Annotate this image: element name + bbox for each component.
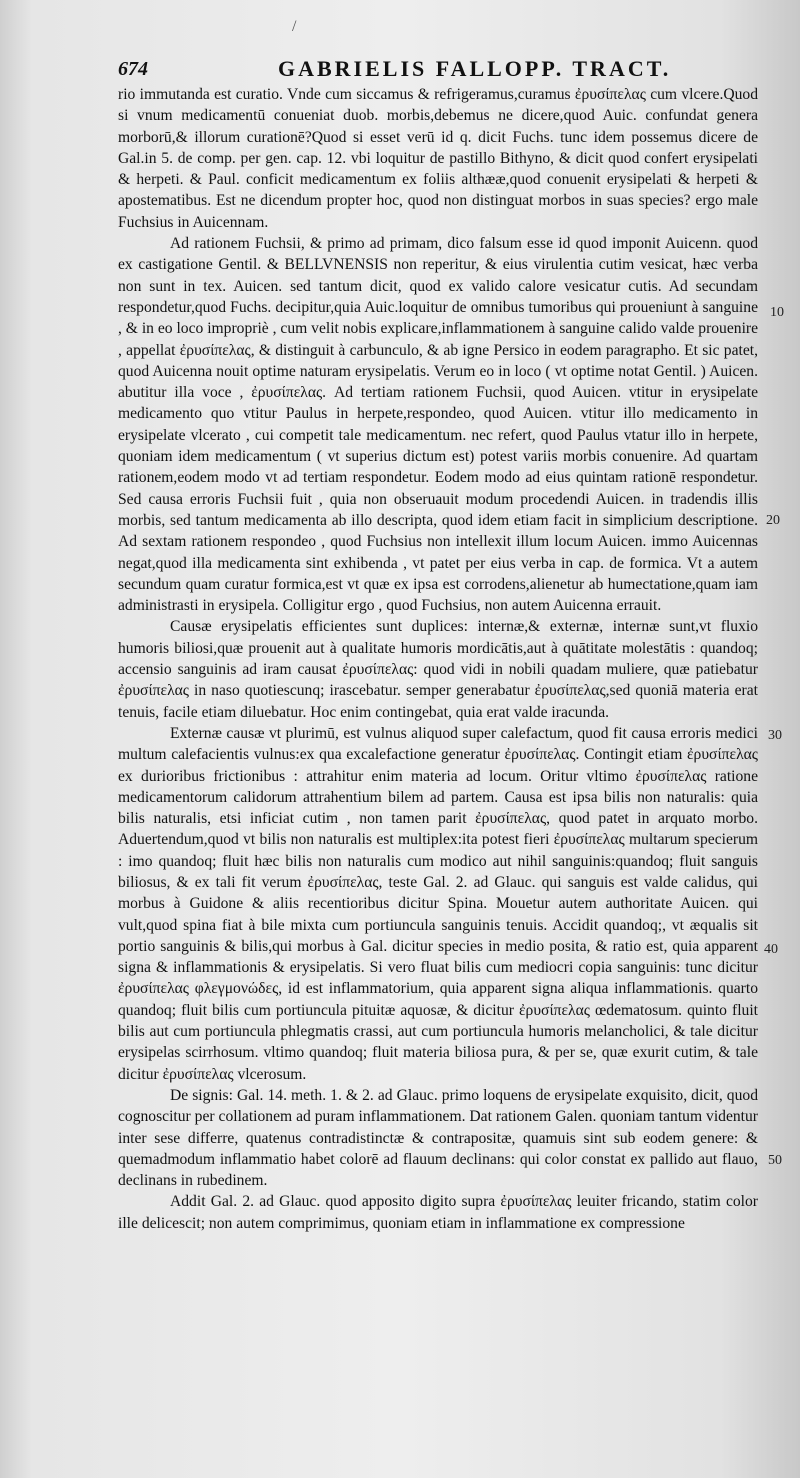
margin-number-30: 30	[768, 728, 782, 743]
margin-number-10: 10	[770, 305, 784, 320]
page-number: 674	[118, 58, 148, 80]
margin-number-50: 50	[768, 1153, 782, 1168]
paragraph-6: Addit Gal. 2. ad Glauc. quod apposito digito supra ἐρυσίπελας leuiter fricando, statim color ille delicescit; non autem comprimimus, quoniam etiam in inflammatione ex compressione	[118, 1193, 758, 1232]
margin-number-20: 20	[766, 513, 780, 528]
paragraph-3: Causæ erysipelatis efficientes sunt duplices: internæ,& externæ, internæ sunt,vt fluxio humoris biliosi,quæ prouenit aut à qualitate humoris mordicātis,aut à quātitate molestātis : quandoq; accensio sanguinis ad iram causat ἐρυσίπελας: quod vidi in nobili quadam muliere, quæ patiebatur ἐρυσίπελας in naso quotiescunq; irascebatur. semper generabatur ἐρυσίπελας,sed quoniā materia erat tenuis, facile etiam diluebatur. Hoc enim contingebat, quia erat valde iracunda.	[118, 618, 758, 721]
text-body	[118, 84, 758, 1234]
paragraph-4: Externæ causæ vt plurimū, est vulnus aliquod super calefactum, quod fit causa erroris medici multum calefacientis vulnus:ex qua excalefactione generatur ἐρυσίπελας. Contingit etiam ἐρυσίπελας ex durioribus frictionibus : attrahitur enim materia ad locum. Oritur vltimo ἐρυσίπελας ratione medicamentorum calidorum attrahentium bilem ad partem. Causa est ipsa bilis non naturalis: quia bilis naturalis, etsi inficiat cutim , non tamen parit ἐρυσίπελας, quod patet in arquato morbo. Aduertendum,quod vt bilis non naturalis est multiplex:ita potest fieri ἐρυσίπελας multarum specierum : imo quandoq; fluit hæc bilis non naturalis cum modico aut nihil sanguinis:quandoq; fluit sanguis biliosus, & ex tali fit verum ἐρυσίπελας, teste Gal. 2. ad Glauc. qui sanguis est valde calidus, qui morbus à Guidone & aliis recentioribus dicitur Spina. Mouetur autem authoritate Auicen. qui vult,quod spina fiat à bile mixta cum portiuncula sanguinis tenuis. Accidit quandoq;, vt æqualis sit portio sanguinis & bilis,qui morbus à Gal. dicitur species in medio posita, & ratio est, quia apparent signa & inflammationis & erysipelatis. Si vero fluat bilis cum mediocri copia sanguinis: tunc dicitur ἐρυσίπελας φλεγμονώδες, id est inflammatorium, quia apparent signa aliqua inflammationis. quarto quandoq; fluit bilis cum portiuncula pituitæ aquosæ, & dicitur ἐρυσίπελας œdematosum. quinto fluit bilis aut cum portiuncula phlegmatis crassi, aut cum portiuncula humoris melancholici, & tale dicitur erysipelas scirrhosum. vltimo quandoq; fluit materia biliosa pura, & per se, quæ exurit cutim, & tale dicitur ἐρυσίπελας vlcerosum.	[118, 724, 758, 1083]
page-ornament: /	[292, 18, 297, 35]
paragraph-2: Ad rationem Fuchsii, & primo ad primam, dico falsum esse id quod imponit Auicenn. quod ex castigatione Gentil. & BELLVNENSIS non reperitur, & eius virulentia cutim vesicat, hæc verba non sunt in tex. Auicen. sed tantum dicit, quod ex valido calore vesicatur cutis. Ad secundam respondetur,quod Fuchs. decipitur,quia Auic.loquitur de omnibus tumoribus qui proueniunt à sanguine , & in eo loco impropriè , cum velit nobis explicare,inflammationem à sanguine calido valde prouenire , appellat ἐρυσίπελας, & distinguit à carbunculo, & ab igne Persico in eodem paragrapho. Et sic patet, quod Auicenna nouit optime naturam erysipelatis. Verum eo in loco ( vt optime notat Gentil. ) Auicen. abutitur illa voce , ἐρυσίπελας. Ad tertiam rationem Fuchsii, quod Auicen. vtitur in erysipelate medicamento quo vtitur Paulus in herpete,respondeo, quod Auicen. vtitur illo medicamento in erysipelate vlcerato , cui competit tale medicamentum. nec refert, quod Paulus vtatur illo in herpete, quoniam idem medicamentum ( vt superius dictum est) potest variis morbis conuenire. Ad quartam rationem,eodem modo vt ad tertiam respondetur. Eodem modo ad eius quintam rationē respondetur. Sed causa erroris Fuchsii fuit , quia non obseruauit modum procedendi Auicen. in tradendis illis morbis, sed tantum medicamenta ab illo descripta, quod idem etiam facit in simplicium descriptione. Ad sextam rationem respondeo , quod Fuchsius non intellexit illum locum Auicen. immo Auicennas negat,quod illa medicamenta sint exhibenda , vt patet per eius verba in cap. de formica. Vt a autem secundum quam curatur formica,est vt quæ ex ipsa est corrodens,alienetur ab humectatione,quam iam administrasti in erysipela. Colligitur ergo , quod Fuchsius, non autem Auicenna errauit.	[118, 235, 759, 615]
paragraph-5: De signis: Gal. 14. meth. 1. & 2. ad Glauc. primo loquens de erysipelate exquisito, dicit, quod cognoscitur per collationem ad puram inflammationem. Dat rationem Galen. quoniam tantum videntur inter sese differre, quatenus contradistinctæ & contrapositæ, quamuis sint sub eodem genere: & quemadmodum inflammatio habet colorē ad flauum declinans: qui color constat ex pallido aut flauo, declinans in rubedinem.	[118, 1086, 758, 1190]
margin-number-40: 40	[764, 942, 778, 957]
page-header	[118, 56, 678, 86]
running-title: GABRIELIS FALLOPP. TRACT.	[278, 56, 672, 81]
paragraph-1: rio immutanda est curatio. Vnde cum siccamus & refrigeramus,curamus ἐρυσίπελας cum vlcere.Quod si vnum medicamentū conueniat duob. morbis,debemus ne dicere,quod Auic. confundat genera morborū,& illorum curationē?Quod si esset verū id q. dicit Fuchs. tunc idem possemus dicere de Gal.in 5. de comp. per gen. cap. 12. vbi loquitur de pastillo Bithyno, & dicit quod confert erysipelati & herpeti. & Paul. conficit medicamentum ex foliis althææ,quod conuenit erysipelati & herpeti & apostematibus. Est ne dicendum propter hoc, quod non distinguat morbos in suas species? ergo male Fuchsius in Auicennam.	[118, 86, 758, 231]
